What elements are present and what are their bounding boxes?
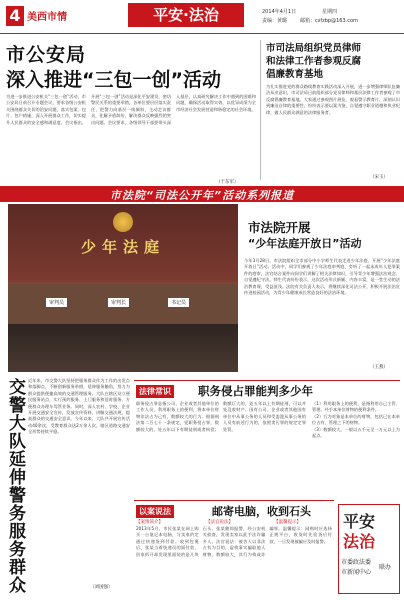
court-title-line1: 市法院开展 <box>248 220 311 235</box>
knowledge-point: （3）数额较大，一般以五千元至一万元以上为起点。 <box>312 426 400 439</box>
lead-title-line1: 市公安局 <box>6 44 87 66</box>
issue-weekday: 星期四 <box>322 9 338 15</box>
editor-email: 邮箱：csfzbp@163.com <box>300 18 358 24</box>
law-firm-title-line3: 倡廉教育基地 <box>266 69 324 80</box>
promo-line2: 法治 <box>343 532 376 551</box>
seat-label-left: 审判员 <box>46 298 67 307</box>
banner-text: 市法院“司法公开年”活动系列报道 <box>109 189 295 202</box>
traffic-author: （刘国强） <box>90 585 113 590</box>
law-firm-author: （宋玉） <box>370 175 388 180</box>
traffic-headline: 交警大队延伸警务服务群众 <box>5 378 25 594</box>
page-header <box>0 0 404 34</box>
court-sign: 少年法庭 <box>80 238 165 256</box>
fraud-analysis-label: 【法官说法】 <box>206 520 233 525</box>
fraud-article <box>134 500 334 596</box>
page-number: 4 <box>6 6 24 26</box>
knowledge-article <box>134 380 400 498</box>
series-banner <box>0 186 404 202</box>
section-title: 平安·法治 <box>128 3 244 27</box>
promo-org2: 市新闻中心 <box>341 569 372 576</box>
traffic-article <box>4 378 130 596</box>
lead-title-line2: 深入推进“三包一创”活动 <box>6 69 221 91</box>
law-firm-title-line1: 市司法局组织党员律师 <box>266 43 362 54</box>
court-emblem <box>113 212 133 232</box>
court-article <box>244 218 400 378</box>
court-title-line2: “少年法庭开放日”活动 <box>248 237 362 250</box>
court-body: 今年3月28日，市法院组织全市部分中小学师生代表走进少年法庭，开展“少年法庭开放日”活动。活动中，同学们参观了少年法庭审判庭，旁听了一起未成年人犯罪案件的庭审，法官结合案件向同学们讲解了相关法律知识，引导青少年增强法治观念、自觉遵纪守法。师生代表纷纷表示，这次活动形式新颖、内容丰富，是一堂生动的法治教育课，受益匪浅。法院有关负责人表示，将继续深化司法公开，积极开展法治宣传进校园活动，为青少年健康成长营造良好的法治环境。 <box>244 258 400 296</box>
audience-area <box>8 324 238 372</box>
issue-date: 2014年4月1日 <box>262 9 297 15</box>
fraud-case-label: 【案情简介】 <box>136 520 163 525</box>
knowledge-point: （1）利用职务上的便利，是指利用自己主管、管理、经手本单位财物的便利条件。 <box>312 401 400 413</box>
seat-label-mid: 审判长 <box>108 298 129 307</box>
column-name: 美西市情 <box>27 12 67 23</box>
promo-org1: 市委政法委 <box>341 559 372 566</box>
promo-suffix: 联办 <box>379 564 392 571</box>
seat-label-right: 书记员 <box>168 298 189 307</box>
courtroom-photo <box>8 204 238 372</box>
knowledge-points <box>312 401 400 497</box>
traffic-body: 近年来，市交警大队坚持把服务群众作为工作的出发点和落脚点，不断创新服务举措，延伸服务触角，努力为群众提供便捷高效的交通管理服务。大队在辖区设立便民服务站点，实行预约服务、上门服务和延时服务，方便群众办理车驾管业务。同时，深入农村、学校、企业开展交通安全宣传，发放宣传资料，讲解交通法规，提高群众的交通安全意识。今年以来，大队共开展宣传活动40余次，受教育群众达2万余人次，辖区道路交通安全形势持续平稳。 <box>28 378 130 435</box>
court-author: （王燕） <box>370 365 388 370</box>
fraud-title: 邮寄电脑，收到石头 <box>212 505 311 518</box>
editor-credit: 责编：黄璐 <box>262 18 288 24</box>
law-firm-title-line2: 和法律工作者参观反腐 <box>266 56 362 67</box>
knowledge-body: 职务侵占罪是指公司、企业或者其他单位的工作人员，利用职务上的便利，将本单位财物非法占为己有，数额较大的行为。根据刑法第二百七十一条规定，犯职务侵占罪，数额较大的，处五年以下有期徒刑或者拘役；数额巨大的，处五年以上有期徒刑，可以并处没收财产。国有公司、企业或者其他国有单位中从事公务的人员和受委派从事公务的人员有前述行为的，依照贪污罪的规定定罪处罚。 <box>136 401 306 432</box>
fraud-tip-label: 【温馨提示】 <box>274 520 301 525</box>
column-divider <box>260 40 261 180</box>
law-firm-article <box>266 40 400 185</box>
law-firm-body: 为扎实推进党的群众路线教育实践活动深入开展，进一步增强律师队伍廉洁从业意识，市司法局日前组织部分党员律师和基层法律工作者参观了市反腐倡廉教育基地。大家通过参观图片展览、观看警示教育片，深刻认识到廉洁自律的重要性，纷纷表示要以案为鉴，自觉遵守职业道德和执业纪律，做人民群众满意的法律服务者。 <box>266 84 400 115</box>
knowledge-tag: 法律常识 <box>136 385 174 398</box>
promo-line1: 平安 <box>343 512 376 531</box>
knowledge-point: （2）行为对象是本单位的财物，包括已在本单位占有、管理之下的财物。 <box>312 413 400 426</box>
fraud-body: 2013年5月，市民张某在网上购买一台笔记本电脑，与卖家约定通过快递货到付款。收到包裹后，张某当着快递员的面付款，回家拆开却发现里面装的是几块石头。张某随即报警，经公安机关侦查，发现卖家以此手法诈骗多人。法官说法：被告人以非法占有为目的，虚构事实骗取他人财物，数额较大，其行为构成诈骗罪。温馨提示：网购时应选择正规平台，收货时先验货后付款，一旦发现被骗应及时报警。 <box>136 526 332 557</box>
promo-box <box>338 504 400 594</box>
knowledge-title: 职务侵占罪能判多少年 <box>198 384 313 398</box>
lead-author: （于东军） <box>216 180 239 185</box>
lead-body: 为进一步推进公安机关“三包一创”活动，市公安局日前召开专题会议，要求各级公安机关围绕群众关切的治安问题，落实包案、包片、包户措施，深入开展群众工作，切实提升人民群众的安全感和满意度。会议指出，开展“三包一创”活动是深化平安建设、密切警民关系的重要举措，各单位要层层落实责任，把警力向基层一线倾斜，主动走访群众，化解矛盾纠纷，解决群众反映强烈的突出问题。会议要求，各级领导干部要带头深入基层，认真研究解决工作中遇到的困难和问题，确保活动取得实效，以优异成绩为全市经济社会发展营造和谐稳定的社会环境。 <box>6 94 256 125</box>
fraud-tag: 以案说法 <box>136 505 174 518</box>
